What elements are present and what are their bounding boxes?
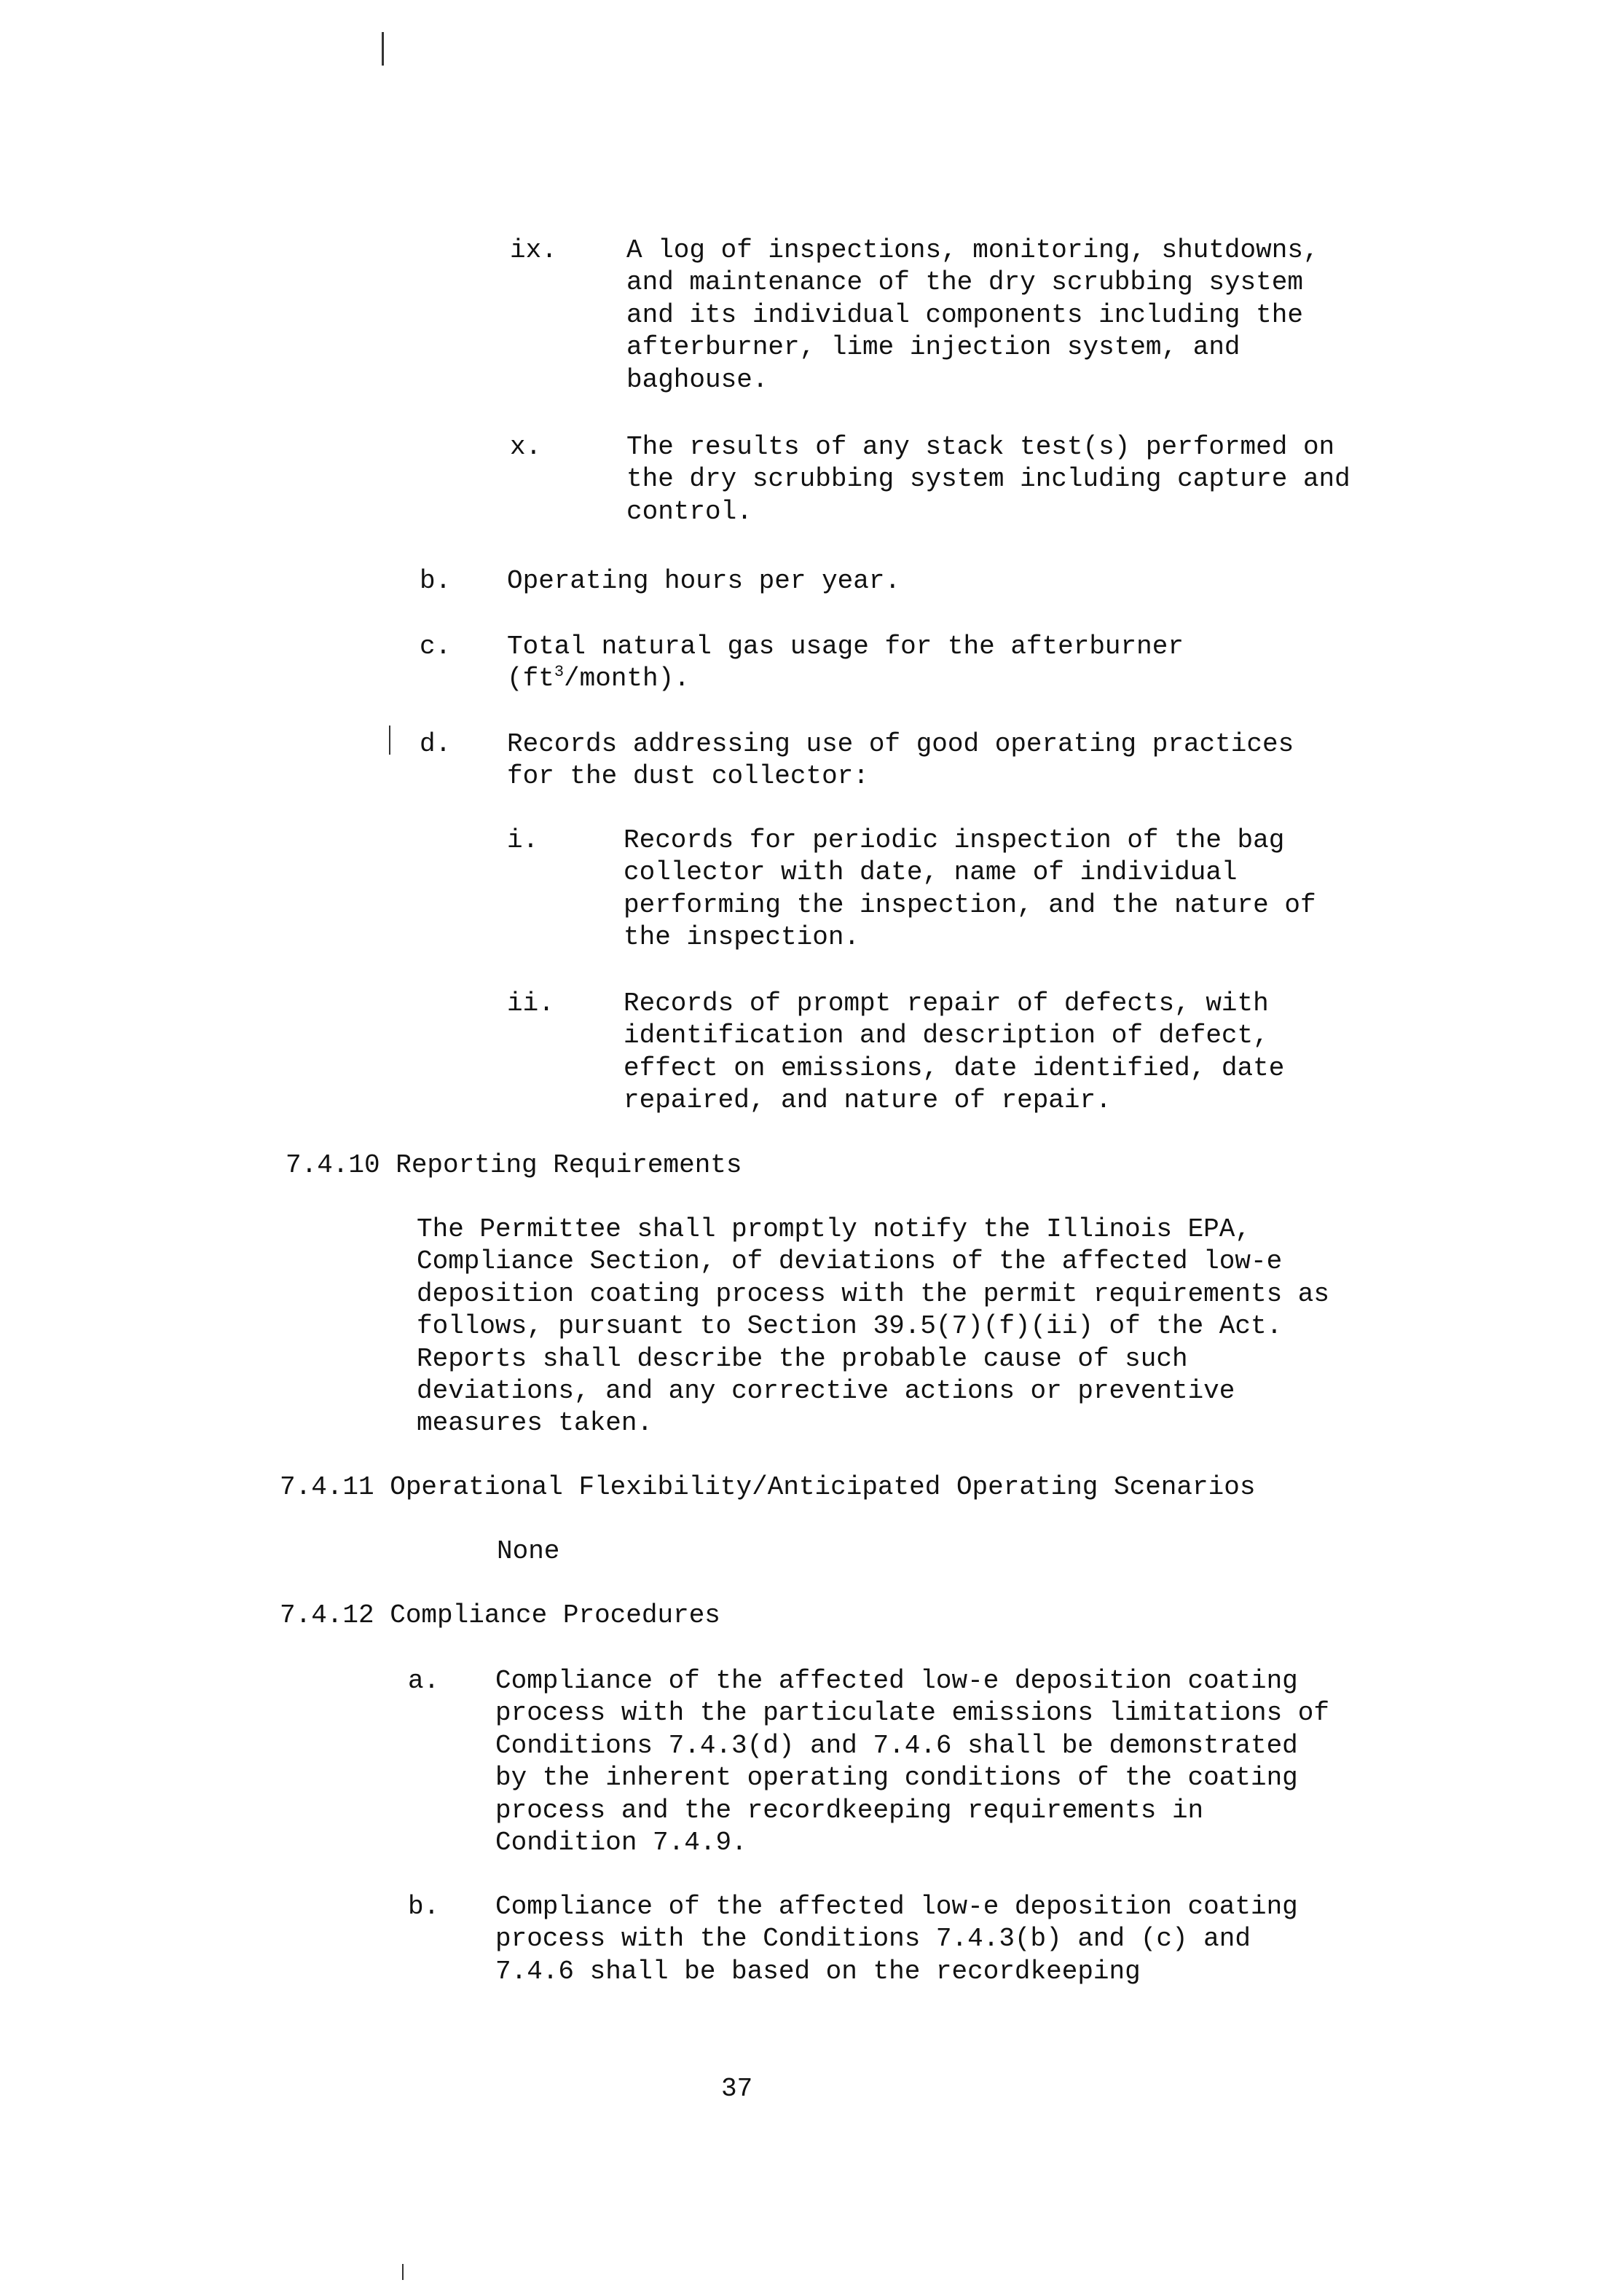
section-7-4-11-body: None	[497, 1536, 560, 1566]
item-x-text	[626, 431, 1350, 528]
item-d-i-text	[624, 825, 1316, 954]
text-line: process with the particulate emissions limitations of	[495, 1698, 1329, 1729]
item-d-ii-text	[624, 988, 1284, 1117]
text-fragment: /month).	[564, 664, 690, 694]
text-line: deposition coating process with the permit requirements as	[417, 1278, 1330, 1309]
item-c-text	[507, 631, 1184, 696]
item-d-ii-label: ii.	[507, 988, 554, 1018]
text-line: process and the recordkeeping requirements in	[495, 1795, 1204, 1825]
text-line: Records addressing use of good operating practices	[507, 729, 1294, 759]
text-line: collector with date, name of individual	[624, 857, 1238, 888]
scan-mark-top	[382, 32, 384, 66]
item-d-text	[507, 728, 1294, 793]
text-line: process with the Conditions 7.4.3(b) and (c) and	[495, 1924, 1251, 1954]
text-line: Condition 7.4.9.	[495, 1828, 747, 1858]
section-7-4-12-heading: 7.4.12 Compliance Procedures	[280, 1600, 720, 1630]
item-c-label: c.	[420, 632, 452, 661]
text-line: Operating hours per year.	[507, 566, 901, 596]
text-line: deviations, and any corrective actions or preventive	[417, 1376, 1235, 1407]
text-line: Records of prompt repair of defects, with	[624, 988, 1269, 1018]
item-7-4-12-b-text	[495, 1891, 1298, 1988]
item-b-text	[507, 565, 900, 597]
item-x-label: x.	[510, 432, 542, 462]
scan-mark-left	[389, 726, 390, 755]
item-ix-label: ix.	[510, 235, 557, 265]
item-ix-text	[626, 235, 1319, 396]
text-line: Reports shall describe the probable cause of such	[417, 1343, 1188, 1374]
text-line: 7.4.6 shall be based on the recordkeeping	[495, 1956, 1141, 1986]
section-7-4-10-heading: 7.4.10 Reporting Requirements	[286, 1150, 742, 1180]
item-7-4-12-a-label: a.	[408, 1666, 440, 1696]
item-b-label: b.	[420, 566, 452, 596]
superscript: 3	[554, 663, 565, 682]
item-d-label: d.	[420, 729, 452, 759]
text-line: Conditions 7.4.3(d) and 7.4.6 shall be demonstrated	[495, 1730, 1298, 1761]
text-line: follows, pursuant to Section 39.5(7)(f)(ii) of the Act.	[417, 1311, 1283, 1342]
text-line: the inspection.	[624, 922, 860, 953]
text-line: Compliance Section, of deviations of the affected low-e	[417, 1246, 1283, 1277]
scan-mark-bottom	[402, 2264, 404, 2280]
text-line: and its individual components including the	[626, 299, 1303, 330]
text-line: repaired, and nature of repair.	[624, 1085, 1112, 1116]
page-number: 37	[721, 2074, 753, 2104]
text-line: baghouse.	[626, 364, 768, 395]
item-7-4-12-b-label: b.	[408, 1892, 440, 1922]
text-fragment: (ft	[507, 664, 554, 694]
text-line: identification and description of defect,	[624, 1021, 1269, 1051]
text-line: Total natural gas usage for the afterburner	[507, 632, 1184, 661]
text-line: effect on emissions, date identified, date	[624, 1053, 1285, 1083]
text-line: afterburner, lime injection system, and	[626, 332, 1240, 363]
text-line: by the inherent operating conditions of the coating	[495, 1763, 1298, 1793]
text-line: for the dust collector:	[507, 761, 869, 792]
text-line: Records for periodic inspection of the bag	[624, 825, 1285, 855]
text-line: Compliance of the affected low-e deposition coating	[495, 1666, 1298, 1696]
text-line: the dry scrubbing system including capture and	[626, 464, 1350, 495]
item-d-i-label: i.	[507, 825, 539, 855]
text-line: The results of any stack test(s) performed on	[626, 432, 1335, 462]
section-7-4-10-body	[417, 1214, 1329, 1440]
text-line-with-superscript	[507, 663, 1184, 695]
text-line: performing the inspection, and the nature of	[624, 889, 1316, 920]
text-line: measures taken.	[417, 1408, 653, 1439]
text-line: The Permittee shall promptly notify the Illinois EPA,	[417, 1214, 1251, 1244]
item-7-4-12-a-text	[495, 1665, 1329, 1859]
section-7-4-11-heading: 7.4.11 Operational Flexibility/Anticipated Operating Scenarios	[280, 1472, 1256, 1502]
text-line: control.	[626, 496, 752, 527]
text-line: Compliance of the affected low-e deposition coating	[495, 1892, 1298, 1922]
text-line: and maintenance of the dry scrubbing system	[626, 267, 1303, 298]
text-line: A log of inspections, monitoring, shutdowns,	[626, 235, 1319, 265]
